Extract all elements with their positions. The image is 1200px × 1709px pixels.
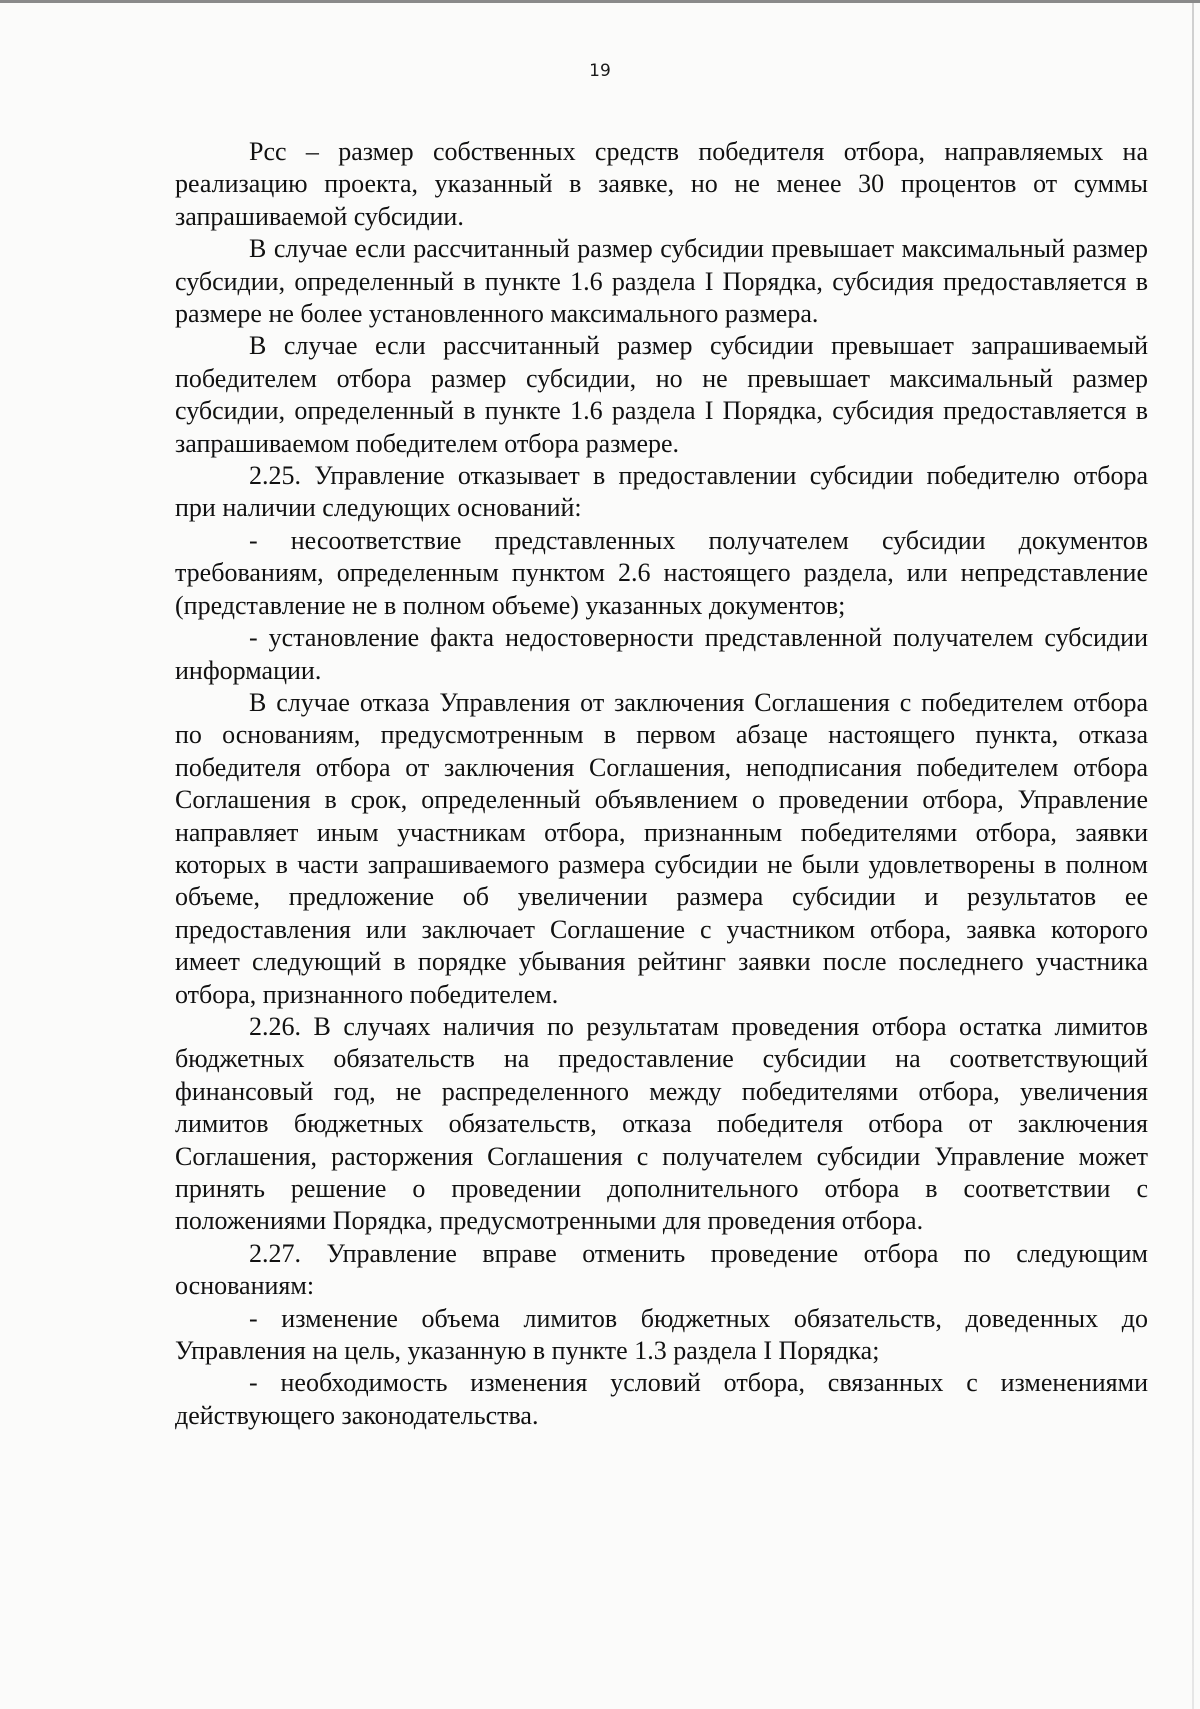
list-item-false-information: - установление факта недостоверности представленной получателем субсидии информации. bbox=[175, 623, 1148, 685]
paragraph-requested-subsidy: В случае если рассчитанный размер субсидии превышает запрашиваемый победителем отбора размер субсидии, но не превышает максимальный размер субсидии, определенный в пункте 1.6 раздела I Порядка, субсидия предоставляется в запрашиваемом победителем отбора размере. bbox=[175, 331, 1148, 458]
document-body bbox=[175, 136, 1148, 1432]
page-number: 19 bbox=[589, 61, 611, 81]
list-item-legislation-change: - необходимость изменения условий отбора, связанных с изменениями действующего законодательства. bbox=[175, 1368, 1148, 1430]
paragraph-2-27: 2.27. Управление вправе отменить проведение отбора по следующим основаниям: bbox=[175, 1238, 1148, 1301]
paragraph-2-26: 2.26. В случаях наличия по результатам проведения отбора остатка лимитов бюджетных обязательств на предоставление субсидии на соответствующий финансовый год, не распределенного между победителями отбора, увеличения лимитов бюджетных обязательств, отказа победителя отбора от заключения Соглашения, расторжения Соглашения с получателем субсидии Управление может принять решение о проведении дополнительного отбора в соответствии с положениями Порядка, предусмотренными для проведения отбора. bbox=[175, 1011, 1148, 1236]
paragraph-refusal-agreement: В случае отказа Управления от заключения Соглашения с победителем отбора по основаниям, предусмотренным в первом абзаце настоящего пункта, отказа победителя отбора от заключения Соглашения, неподписания победителем отбора Соглашения в срок, определенный объявлением о проведении отбора, Управление направляет иным участникам отбора, признанным победителями отбора, заявки которых в части запрашиваемого размера субсидии не были удовлетворены в полном объеме, предложение об увеличении размера субсидии и результатов ее предоставления или заключает Соглашение с участником отбора, заявка которого имеет следующий в порядке убывания рейтинг заявки после последнего участника отбора, признанного победителем. bbox=[175, 687, 1148, 1009]
paragraph-2-25: 2.25. Управление отказывает в предоставлении субсидии победителю отбора при наличии следующих оснований: bbox=[175, 461, 1148, 523]
scan-edge bbox=[1192, 3, 1194, 1709]
paragraph-max-subsidy: В случае если рассчитанный размер субсидии превышает максимальный размер субсидии, определенный в пункте 1.6 раздела I Порядка, субсидия предоставляется в размере не более установленного максимального размера. bbox=[175, 234, 1148, 329]
list-item-document-mismatch: - несоответствие представленных получателем субсидии документов требованиям, определенным пунктом 2.6 настоящего раздела, или непредставление (представление не в полном объеме) указанных документов; bbox=[175, 525, 1148, 620]
list-item-limits-change: - изменение объема лимитов бюджетных обязательств, доведенных до Управления на цель, указанную в пункте 1.3 раздела I Порядка; bbox=[175, 1303, 1148, 1366]
paragraph-rss-definition: Рсс – размер собственных средств победителя отбора, направляемых на реализацию проекта, указанный в заявке, но не менее 30 процентов от суммы запрашиваемой субсидии. bbox=[175, 137, 1148, 231]
